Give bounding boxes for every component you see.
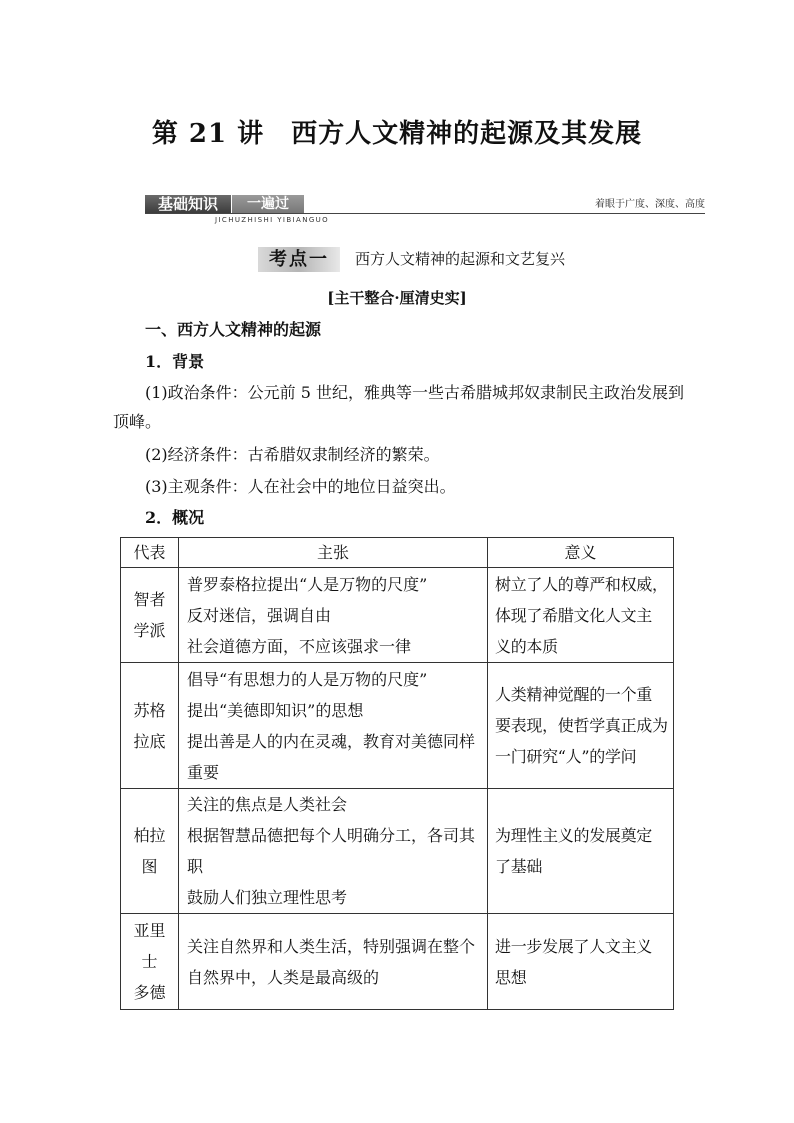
cell-line: 多德 [133, 983, 166, 1002]
cell-line: 智者 [133, 590, 166, 609]
cell-significance [488, 663, 674, 789]
cell-significance [488, 568, 674, 663]
cell-claims [179, 789, 488, 914]
cell-line: 树立了人的尊严和权威， [495, 574, 668, 594]
table-row [121, 914, 674, 1010]
cell-line: 士 [141, 952, 158, 971]
cell-significance [488, 789, 674, 914]
background-item-political: (1)政治条件：公元前 5 世纪，雅典等一些古希腊城邦奴隶制民主政治发展到 [145, 383, 685, 402]
cell-line: 学派 [133, 621, 166, 640]
cell-line: 关注自然界和人类生活，特别强调在整个 [187, 936, 476, 956]
cell-line: 鼓励人们独立理性思考 [187, 888, 348, 907]
cell-line: 拉底 [133, 731, 166, 751]
header-claims: 主张 [179, 538, 488, 568]
section-tag: [主干整合·厘清史实] [327, 289, 467, 307]
cell-line: 一门研究“人”的学问 [495, 747, 637, 766]
banner-label-sub: 一遍过 [232, 195, 304, 213]
table-row [121, 663, 674, 789]
background-item-political-cont: 顶峰。 [113, 412, 162, 431]
cell-line: 社会道德方面，不应该强求一律 [187, 636, 412, 656]
cell-representative [121, 789, 179, 914]
cell-line: 亚里 [133, 921, 166, 940]
cell-line: 职 [187, 857, 204, 876]
cell-representative [121, 663, 179, 789]
topic-tag: 考点一 [258, 247, 340, 272]
banner-divider [145, 213, 705, 214]
cell-line: 提出善是人的内在灵魂，教育对美德同样 [187, 731, 476, 751]
header-significance: 意义 [488, 538, 674, 568]
cell-claims [179, 914, 488, 1010]
background-heading: 1．背景 [145, 352, 205, 371]
table-row [121, 789, 674, 914]
cell-line: 提出“美德即知识”的思想 [187, 700, 364, 720]
cell-line: 自然界中，人类是最高级的 [187, 967, 380, 987]
cell-line: 柏拉 [133, 826, 166, 845]
cell-line: 体现了希腊文化人文主 [495, 605, 653, 625]
cell-claims [179, 568, 488, 663]
cell-line: 思想 [495, 967, 527, 987]
cell-line: 为理性主义的发展奠定 [495, 826, 653, 845]
cell-line: 人类精神觉醒的一个重 [495, 685, 653, 704]
cell-claims [179, 663, 488, 789]
cell-line: 普罗泰格拉提出“人是万物的尺度” [187, 574, 428, 594]
cell-line: 义的本质 [495, 636, 558, 656]
cell-line: 反对迷信，强调自由 [187, 605, 332, 625]
page-title: 第 21 讲 西方人文精神的起源及其发展 [151, 119, 643, 149]
table-header-row [121, 538, 674, 568]
cell-line: 倡导“有思想力的人是万物的尺度” [187, 669, 428, 689]
background-item-economic: (2)经济条件：古希腊奴隶制经济的繁荣。 [145, 445, 440, 464]
cell-line: 要表现，使哲学真正成为 [495, 716, 668, 735]
cell-line: 关注的焦点是人类社会 [187, 795, 348, 814]
cell-line: 重要 [187, 762, 220, 782]
topic-title: 西方人文精神的起源和文艺复兴 [355, 250, 566, 268]
cell-representative [121, 914, 179, 1010]
background-item-subjective: (3)主观条件：人在社会中的地位日益突出。 [145, 477, 456, 496]
section-heading: 一、西方人文精神的起源 [145, 320, 322, 339]
banner-tagline: 着眼于广度、深度、高度 [595, 199, 705, 210]
cell-line: 苏格 [133, 700, 166, 720]
cell-representative [121, 568, 179, 663]
cell-line: 了基础 [495, 857, 543, 876]
cell-significance [488, 914, 674, 1010]
banner-pinyin: JICHUZHISHI YIBIANGUO [215, 216, 330, 224]
banner-label-main: 基础知识 [145, 195, 231, 213]
cell-line: 进一步发展了人文主义 [495, 936, 653, 956]
overview-table [120, 537, 674, 1010]
cell-line: 根据智慧品德把每个人明确分工，各司其 [187, 826, 476, 845]
header-representative: 代表 [121, 538, 179, 568]
table-row [121, 568, 674, 663]
cell-line: 图 [141, 857, 158, 876]
overview-heading: 2．概况 [145, 508, 205, 527]
